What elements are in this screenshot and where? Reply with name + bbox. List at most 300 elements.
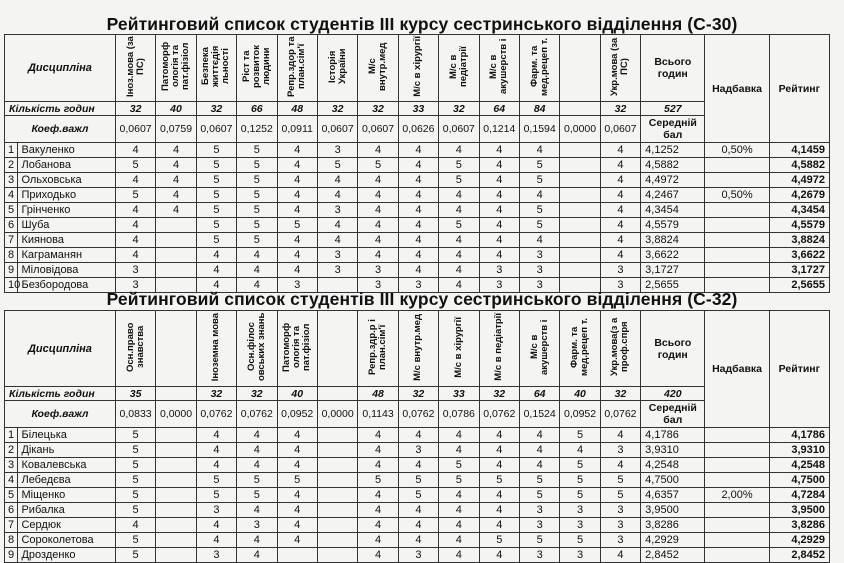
hours-cell [156,387,196,401]
grade-cell: 5 [519,533,559,548]
grade-cell: 5 [479,473,519,488]
grade-cell [560,203,600,218]
hours-cell: 32 [398,387,438,401]
average-cell: 2,8452 [641,548,705,563]
hours-cell [317,387,357,401]
grade-cell: 4 [358,188,398,203]
coef-cell: 0,0762 [600,401,640,428]
hours-cell: 40 [560,387,600,401]
bonus-header: Надбавка [705,35,769,143]
grade-cell: 4 [277,503,317,518]
average-cell: 3,8286 [641,518,705,533]
grade-cell: 5 [600,488,640,503]
hours-cell: 40 [277,387,317,401]
average-header: Середній бал [641,401,705,428]
grade-cell: 4 [115,143,155,158]
bonus-cell [705,518,769,533]
grade-cell: 4 [317,188,357,203]
grade-cell: 4 [519,443,559,458]
subject-header-cell [196,311,236,387]
grade-cell: 5 [358,473,398,488]
row-number: 3 [5,458,18,473]
grade-cell: 4 [277,233,317,248]
table-row [5,548,830,563]
grade-cell: 5 [317,158,357,173]
table-row [5,458,830,473]
grade-cell: 5 [115,533,155,548]
total-hours-value: 527 [641,102,705,116]
coef-cell: 0,0762 [398,401,438,428]
grade-cell: 5 [600,473,640,488]
grade-cell: 5 [196,473,236,488]
bonus-cell: 0,50% [705,188,769,203]
hours-cell: 32 [237,387,277,401]
grade-cell: 4 [196,533,236,548]
grade-cell: 4 [237,503,277,518]
grade-cell: 4 [600,458,640,473]
grade-cell: 3 [519,263,559,278]
discipline-header: Дисципліна [5,35,116,102]
rating-header: Рейтинг [769,311,829,428]
grade-cell: 5 [237,218,277,233]
grade-cell: 4 [277,443,317,458]
table-row [5,533,830,548]
rating-cell: 3,9310 [769,443,829,458]
grade-cell [156,503,196,518]
row-number: 9 [5,263,18,278]
row-number: 2 [5,443,18,458]
rating-cell: 4,2679 [769,188,829,203]
subject-header-cell [156,311,196,387]
rating-cell: 2,8452 [769,548,829,563]
bonus-cell [705,473,769,488]
rating-cell: 3,8286 [769,518,829,533]
table-row [5,218,830,233]
grade-cell: 4 [358,533,398,548]
grade-cell: 4 [277,518,317,533]
rating-header: Рейтинг [769,35,829,143]
student-name: Дрозденко [18,548,115,563]
grade-cell: 3 [600,503,640,518]
row-number: 8 [5,248,18,263]
bonus-cell [705,548,769,563]
grade-cell: 5 [115,188,155,203]
table-row [5,188,830,203]
average-cell: 3,1727 [641,263,705,278]
coef-cell: 0,0833 [115,401,155,428]
grade-cell [156,428,196,443]
grade-cell: 4 [398,263,438,278]
subject-header-cell [115,35,155,102]
average-cell: 3,6622 [641,248,705,263]
grade-cell [560,173,600,188]
grade-cell: 4 [439,533,479,548]
grade-cell: 3 [519,278,559,293]
grade-cell: 5 [196,173,236,188]
grade-cell: 5 [519,473,559,488]
grade-cell: 5 [277,218,317,233]
subject-header-cell [115,311,155,387]
row-number: 1 [5,428,18,443]
grade-cell: 4 [115,233,155,248]
average-cell: 4,2548 [641,458,705,473]
coef-cell: 0,0911 [277,116,317,143]
subject-header-cell [600,35,640,102]
grade-cell: 5 [560,473,600,488]
subject-name: М/с в хірургії [412,36,424,97]
student-name: Ольховська [18,173,115,188]
table-row [5,443,830,458]
row-number: 9 [5,548,18,563]
hours-cell: 32 [479,387,519,401]
grade-cell: 5 [237,158,277,173]
subject-name: Осн.філос овських знань [245,312,267,382]
grade-cell: 4 [439,443,479,458]
table-row [5,518,830,533]
grade-cell: 4 [317,233,357,248]
grade-cell: 3 [600,533,640,548]
grade-cell: 4 [196,428,236,443]
grade-cell: 4 [479,428,519,443]
coef-cell: 0,0607 [115,116,155,143]
grade-cell: 4 [115,218,155,233]
subject-header-cell [237,35,277,102]
grade-cell: 4 [519,233,559,248]
grade-cell: 4 [317,218,357,233]
average-cell: 3,9310 [641,443,705,458]
grade-cell [317,488,357,503]
grade-cell: 4 [277,458,317,473]
grade-cell: 4 [600,233,640,248]
grade-cell: 5 [519,203,559,218]
grade-cell [317,458,357,473]
grade-cell: 3 [560,518,600,533]
rating-cell: 3,8824 [769,233,829,248]
hours-cell: 66 [237,102,277,116]
table-row [5,233,830,248]
grade-cell: 4 [439,518,479,533]
grade-cell: 4 [600,188,640,203]
grade-cell: 3 [519,248,559,263]
grade-cell: 4 [237,248,277,263]
grade-cell: 3 [317,263,357,278]
student-name: Безбородова [18,278,115,293]
subject-header-cell [560,35,600,102]
rating-table-c30 [4,34,830,293]
hours-cell: 48 [358,387,398,401]
grade-cell: 3 [600,518,640,533]
grade-cell: 4 [358,443,398,458]
subject-name: Фарм. та мед.рецеп т. [528,37,550,96]
subject-header-cell [398,311,438,387]
grade-cell: 5 [439,158,479,173]
grade-cell: 3 [560,548,600,563]
grade-cell: 4 [439,278,479,293]
grade-cell: 4 [519,458,559,473]
subject-header-cell [277,35,317,102]
average-cell: 4,4972 [641,173,705,188]
grade-cell: 3 [196,503,236,518]
grade-cell: 4 [115,203,155,218]
row-number: 8 [5,533,18,548]
hours-cell: 84 [519,102,559,116]
table-row [5,203,830,218]
grade-cell: 4 [600,143,640,158]
grade-cell [560,143,600,158]
hours-cell: 32 [115,102,155,116]
grade-cell [156,248,196,263]
rating-cell: 4,7500 [769,473,829,488]
grade-cell: 4 [358,218,398,233]
coef-cell: 0,0607 [358,116,398,143]
student-name: Сороколетова [18,533,115,548]
bonus-cell [705,428,769,443]
grade-cell: 5 [115,158,155,173]
grade-cell: 4 [479,443,519,458]
grade-cell: 4 [398,428,438,443]
grade-cell: 3 [277,278,317,293]
coef-cell: 0,0762 [196,401,236,428]
coef-cell: 0,0952 [277,401,317,428]
grade-cell [317,428,357,443]
grade-cell: 5 [196,203,236,218]
hours-cell: 32 [600,102,640,116]
grade-cell: 4 [277,488,317,503]
coef-cell: 0,0952 [560,401,600,428]
grade-cell: 4 [196,263,236,278]
grade-cell: 4 [277,173,317,188]
grade-cell: 4 [398,143,438,158]
subject-name: Іноз.мова (за ПС) [124,36,146,97]
grade-cell: 4 [479,518,519,533]
student-name: Ковалевська [18,458,115,473]
subject-header-cell [156,35,196,102]
coef-cell: 0,0626 [398,116,438,143]
grade-cell [560,233,600,248]
grade-cell: 4 [277,188,317,203]
grade-cell: 4 [115,248,155,263]
table-row [5,173,830,188]
student-name: Дікань [18,443,115,458]
hours-cell: 32 [317,102,357,116]
hours-cell [560,102,600,116]
subject-name: Патоморф ологія та пат.фізіол [281,322,313,372]
subject-header-cell [439,35,479,102]
grade-cell: 4 [277,263,317,278]
grade-cell: 4 [156,173,196,188]
grade-cell: 5 [196,188,236,203]
subject-header-cell [358,311,398,387]
subject-header-cell [398,35,438,102]
grade-cell: 5 [277,473,317,488]
grade-cell [156,443,196,458]
rating-cell: 4,2929 [769,533,829,548]
grade-cell [317,548,357,563]
grade-cell: 4 [600,548,640,563]
grade-cell: 4 [479,158,519,173]
grade-cell: 3 [560,503,600,518]
row-number: 2 [5,158,18,173]
grade-cell: 4 [398,173,438,188]
bonus-cell [705,248,769,263]
average-cell: 4,5882 [641,158,705,173]
subject-name: М/с в хірургії [452,316,464,378]
grade-cell: 5 [237,488,277,503]
subject-name: М/с в акушерств і [488,38,510,95]
rating-cell: 2,5655 [769,278,829,293]
grade-cell: 4 [196,278,236,293]
average-cell: 4,1252 [641,143,705,158]
grade-cell: 4 [479,233,519,248]
grade-cell: 4 [479,218,519,233]
hours-cell: 48 [277,102,317,116]
grade-cell [277,548,317,563]
hours-label: Кількість годин [5,387,116,401]
grade-cell: 5 [439,458,479,473]
average-cell: 4,3454 [641,203,705,218]
grade-cell: 5 [115,503,155,518]
subject-header-cell [560,311,600,387]
grade-cell: 3 [317,143,357,158]
subject-header-cell [479,311,519,387]
average-cell: 4,7500 [641,473,705,488]
grade-cell: 4 [398,158,438,173]
grade-cell: 4 [237,548,277,563]
subject-name: Історія України [326,48,348,85]
grade-cell: 4 [115,518,155,533]
grade-cell: 5 [115,473,155,488]
header-row [5,311,830,387]
subject-name: Укр.мова(з а проф.спря [609,317,631,377]
grade-cell: 3 [317,203,357,218]
grade-cell: 5 [237,143,277,158]
grade-cell: 4 [439,188,479,203]
hours-cell: 64 [519,387,559,401]
grade-cell: 4 [479,548,519,563]
rating-cell: 4,5882 [769,158,829,173]
rating-cell: 3,6622 [769,248,829,263]
grade-cell: 4 [358,428,398,443]
hours-cell: 40 [156,102,196,116]
grade-cell: 4 [196,443,236,458]
row-number: 4 [5,473,18,488]
grade-cell [560,188,600,203]
grade-cell [317,443,357,458]
grade-cell: 4 [277,533,317,548]
row-number: 6 [5,503,18,518]
student-name: Лебедєва [18,473,115,488]
rating-cell: 4,2548 [769,458,829,473]
grade-cell: 3 [115,263,155,278]
subject-name: М/с внутр.мед [412,313,424,381]
grade-cell: 4 [358,518,398,533]
student-name: Киянова [18,233,115,248]
grade-cell: 4 [398,188,438,203]
grade-cell: 4 [156,158,196,173]
subject-header-cell [317,35,357,102]
grade-cell: 4 [479,173,519,188]
table-row [5,248,830,263]
rating-cell: 4,5579 [769,218,829,233]
coef-cell: 0,1524 [519,401,559,428]
subject-header-cell [479,35,519,102]
average-cell: 4,2467 [641,188,705,203]
grade-cell [156,533,196,548]
grade-cell: 5 [237,473,277,488]
subject-header-cell [439,311,479,387]
hours-cell: 32 [196,102,236,116]
subject-name: М/с внутр.мед [367,42,389,91]
grade-cell: 4 [439,203,479,218]
grade-cell: 4 [398,503,438,518]
student-name: Міловідова [18,263,115,278]
coef-cell: 0,0000 [560,116,600,143]
hours-cell: 32 [600,387,640,401]
grade-cell: 5 [398,473,438,488]
bonus-cell [705,263,769,278]
grade-cell: 5 [115,488,155,503]
grade-cell: 5 [237,233,277,248]
grade-cell: 3 [398,548,438,563]
grade-cell: 3 [479,263,519,278]
grade-cell: 4 [277,203,317,218]
grade-cell: 4 [358,233,398,248]
bonus-cell: 0,50% [705,143,769,158]
discipline-header: Дисципліна [5,311,116,387]
grade-cell: 4 [317,173,357,188]
grade-cell: 4 [196,518,236,533]
grade-cell: 4 [358,488,398,503]
grade-cell [156,458,196,473]
grade-cell [317,503,357,518]
grade-cell: 4 [358,203,398,218]
grade-cell: 4 [156,143,196,158]
grade-cell: 4 [156,203,196,218]
bonus-cell [705,203,769,218]
table-row [5,263,830,278]
hours-cell: 35 [115,387,155,401]
student-name: Приходько [18,188,115,203]
grade-cell: 4 [439,248,479,263]
coef-cell: 0,1143 [358,401,398,428]
coef-cell: 0,0607 [317,116,357,143]
grade-cell: 3 [519,548,559,563]
hours-cell: 33 [398,102,438,116]
grade-cell: 4 [358,248,398,263]
grade-cell: 4 [277,158,317,173]
grade-cell: 4 [237,428,277,443]
subject-name: Ріст та розвиток людини [240,45,272,88]
subject-header-cell [196,35,236,102]
subject-name: Фарм. та мед.рецеп т. [569,317,591,377]
subject-header-cell [519,35,559,102]
grade-cell: 4 [358,503,398,518]
grade-cell: 4 [439,548,479,563]
grade-cell: 3 [358,278,398,293]
subject-name: М/с в акушерств і [528,319,550,375]
grade-cell: 5 [439,173,479,188]
grade-cell: 5 [398,488,438,503]
bonus-cell [705,533,769,548]
hours-cell: 64 [479,102,519,116]
grade-cell [156,518,196,533]
grade-cell: 4 [600,428,640,443]
coef-label: Коеф.важл [5,401,116,428]
average-cell: 4,1786 [641,428,705,443]
grade-cell: 4 [398,458,438,473]
grade-cell: 4 [115,173,155,188]
grade-cell: 4 [439,233,479,248]
